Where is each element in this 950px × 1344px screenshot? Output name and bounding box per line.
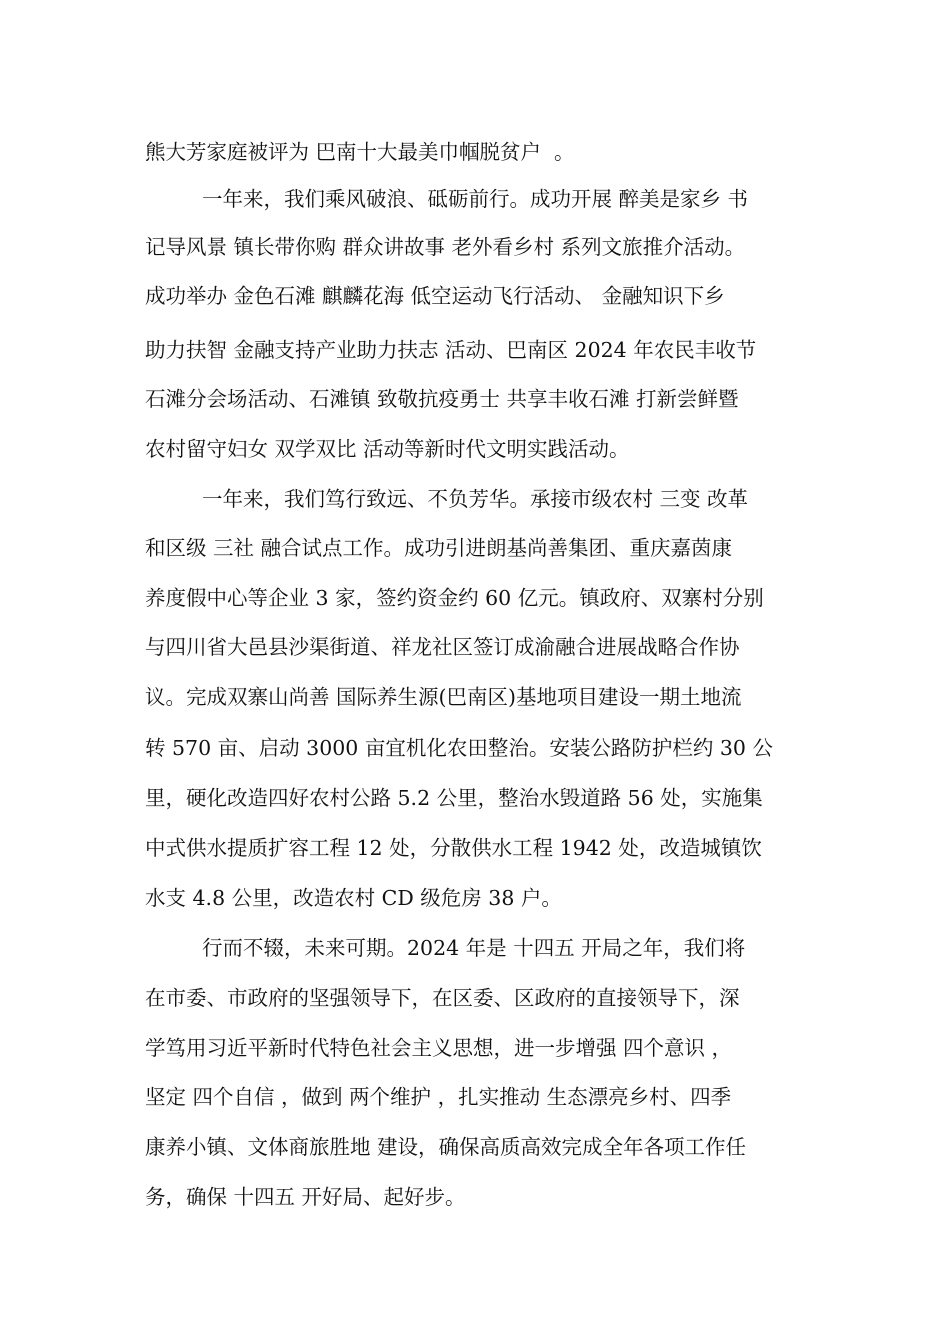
text-line-5: 助力扶智 金融支持产业助力扶志 活动、巴南区 2024 年农民丰收节 bbox=[145, 338, 757, 362]
text-line-19: 学笃用习近平新时代特色社会主义思想，进一步增强 四个意识 ， bbox=[145, 1036, 733, 1060]
text-line-18: 在市委、市政府的坚强领导下，在区委、区政府的直接领导下，深 bbox=[145, 986, 740, 1010]
text-line-8: 一年来，我们笃行致远、不负芳华。承接市级农村 三变 改革 bbox=[202, 487, 749, 511]
text-line-6: 石滩分会场活动、石滩镇 致敬抗疫勇士 共享丰收石滩 打新尝鲜暨 bbox=[145, 387, 739, 411]
text-line-7: 农村留守妇女 双学双比 活动等新时代文明实践活动。 bbox=[145, 437, 630, 461]
text-line-1: 熊大芳家庭被评为 巴南十大最美巾帼脱贫户 。 bbox=[145, 140, 575, 164]
text-line-16: 水支 4.8 公里，改造农村 CD 级危房 38 户。 bbox=[145, 886, 562, 910]
text-line-15: 中式供水提质扩容工程 12 处，分散供水工程 1942 处，改造城镇饮 bbox=[145, 836, 762, 860]
text-line-12: 议。完成双寨山尚善 国际养生源(巴南区)基地项目建设一期土地流 bbox=[145, 685, 742, 709]
text-line-4: 成功举办 金色石滩 麒麟花海 低空运动飞行活动、 金融知识下乡 bbox=[145, 284, 725, 308]
text-line-21: 康养小镇、文体商旅胜地 建设，确保高质高效完成全年各项工作任 bbox=[145, 1135, 747, 1159]
text-line-11: 与四川省大邑县沙渠街道、祥龙社区签订成渝融合进展战略合作协 bbox=[145, 635, 740, 659]
text-line-2: 一年来，我们乘风破浪、砥砺前行。成功开展 醉美是家乡 书 bbox=[202, 187, 749, 211]
text-line-17: 行而不辍，未来可期。2024 年是 十四五 开局之年，我们将 bbox=[202, 936, 746, 960]
text-line-14: 里，硬化改造四好农村公路 5.2 公里，整治水毁道路 56 处，实施集 bbox=[145, 786, 763, 810]
text-line-22: 务，确保 十四五 开好局、起好步。 bbox=[145, 1185, 466, 1209]
text-line-9: 和区级 三社 融合试点工作。成功引进朗基尚善集团、重庆嘉茵康 bbox=[145, 536, 733, 560]
text-line-13: 转 570 亩、启动 3000 亩宜机化农田整治。安装公路防护栏约 30 公 bbox=[145, 736, 773, 760]
text-line-10: 养度假中心等企业 3 家，签约资金约 60 亿元。镇政府、双寨村分别 bbox=[145, 586, 764, 610]
text-line-20: 坚定 四个自信 ，做到 两个维护 ，扎实推动 生态漂亮乡村、四季 bbox=[145, 1085, 732, 1109]
text-line-3: 记导风景 镇长带你购 群众讲故事 老外看乡村 系列文旅推介活动。 bbox=[145, 235, 746, 259]
